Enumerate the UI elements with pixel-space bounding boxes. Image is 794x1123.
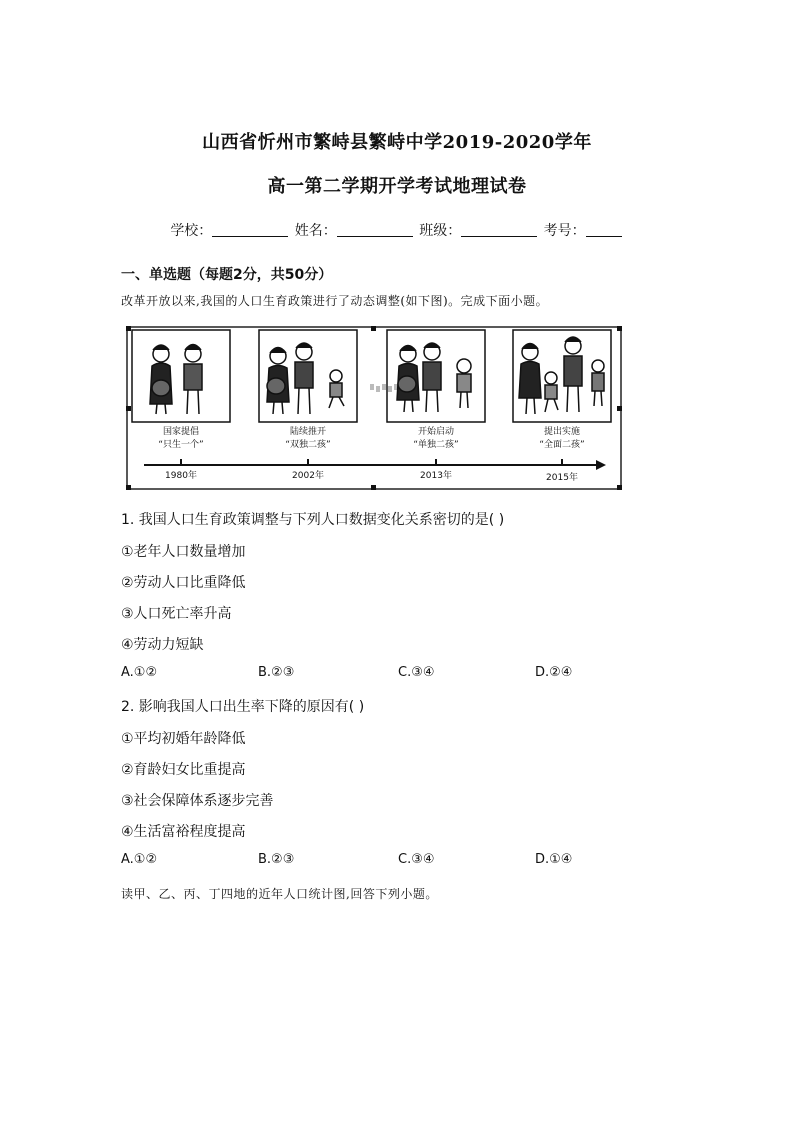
question-2-stem: 2. 影响我国人口出生率下降的原因有( ) [121,699,365,715]
name-blank[interactable] [337,222,413,237]
title-line-2: 高一第二学期开学考试地理试卷 [267,176,527,197]
year-label-1980: 1980年 [165,471,197,481]
q2-choice-d[interactable]: D.①④ [535,852,573,867]
year-label-2002: 2002年 [292,471,324,481]
q1-choice-c[interactable]: C.③④ [398,665,435,680]
q2-choice-b[interactable]: B.②③ [258,852,295,867]
next-section-intro: 读甲、乙、丙、丁四地的近年人口统计图,回答下列小题。 [121,887,438,901]
panel-3-caption-1: 开始启动 [417,427,455,437]
q1-choice-d[interactable]: D.②④ [535,665,573,680]
panel-2-caption-1: 陆续推开 [289,427,327,437]
school-label: 学校： [170,223,213,239]
panel-4-caption-1: 提出实施 [543,427,581,437]
year-label-2015: 2015年 [546,473,578,483]
question-2-item: ③社会保障体系逐步完善 [121,793,274,809]
policy-timeline-figure [126,326,622,490]
section-intro: 改革开放以来,我国的人口生育政策进行了动态调整(如下图)。完成下面小题。 [121,294,549,308]
school-blank[interactable] [212,222,288,237]
panel-4-caption-2: “全面二孩” [539,440,585,450]
class-label: 班级： [419,223,462,239]
title-line-1: 山西省忻州市繁峙县繁峙中学2019-2020学年 [202,132,592,153]
question-1-stem: 1. 我国人口生育政策调整与下列人口数据变化关系密切的是( ) [121,512,505,528]
panel-1-caption-2: “只生一个” [158,440,204,450]
question-1-item: ②劳动人口比重降低 [121,575,246,591]
panel-2-caption-2: “双独二孩” [285,440,331,450]
policy-timeline-svg [126,326,622,490]
student-info-row [0,220,794,240]
question-1-item: ④劳动力短缺 [121,637,204,653]
question-1-item: ①老年人口数量增加 [121,544,246,560]
panel-3-caption-2: “单独二孩” [413,440,459,450]
name-label: 姓名： [294,223,337,239]
question-2-item: ④生活富裕程度提高 [121,824,246,840]
panel-1-caption-1: 国家提倡 [162,427,200,437]
question-2-item: ①平均初婚年龄降低 [121,731,246,747]
q2-choice-c[interactable]: C.③④ [398,852,435,867]
question-2-item: ②育龄妇女比重提高 [121,762,246,778]
q2-choice-a[interactable]: A.①② [121,852,158,867]
q1-choice-a[interactable]: A.①② [121,665,158,680]
q1-choice-b[interactable]: B.②③ [258,665,295,680]
number-label: 考号： [543,223,586,239]
class-blank[interactable] [461,222,537,237]
year-label-2013: 2013年 [420,471,452,481]
question-1-item: ③人口死亡率升高 [121,606,232,622]
section-heading: 一、单选题（每题2分，共50分） [121,267,333,283]
number-blank[interactable] [586,222,622,237]
